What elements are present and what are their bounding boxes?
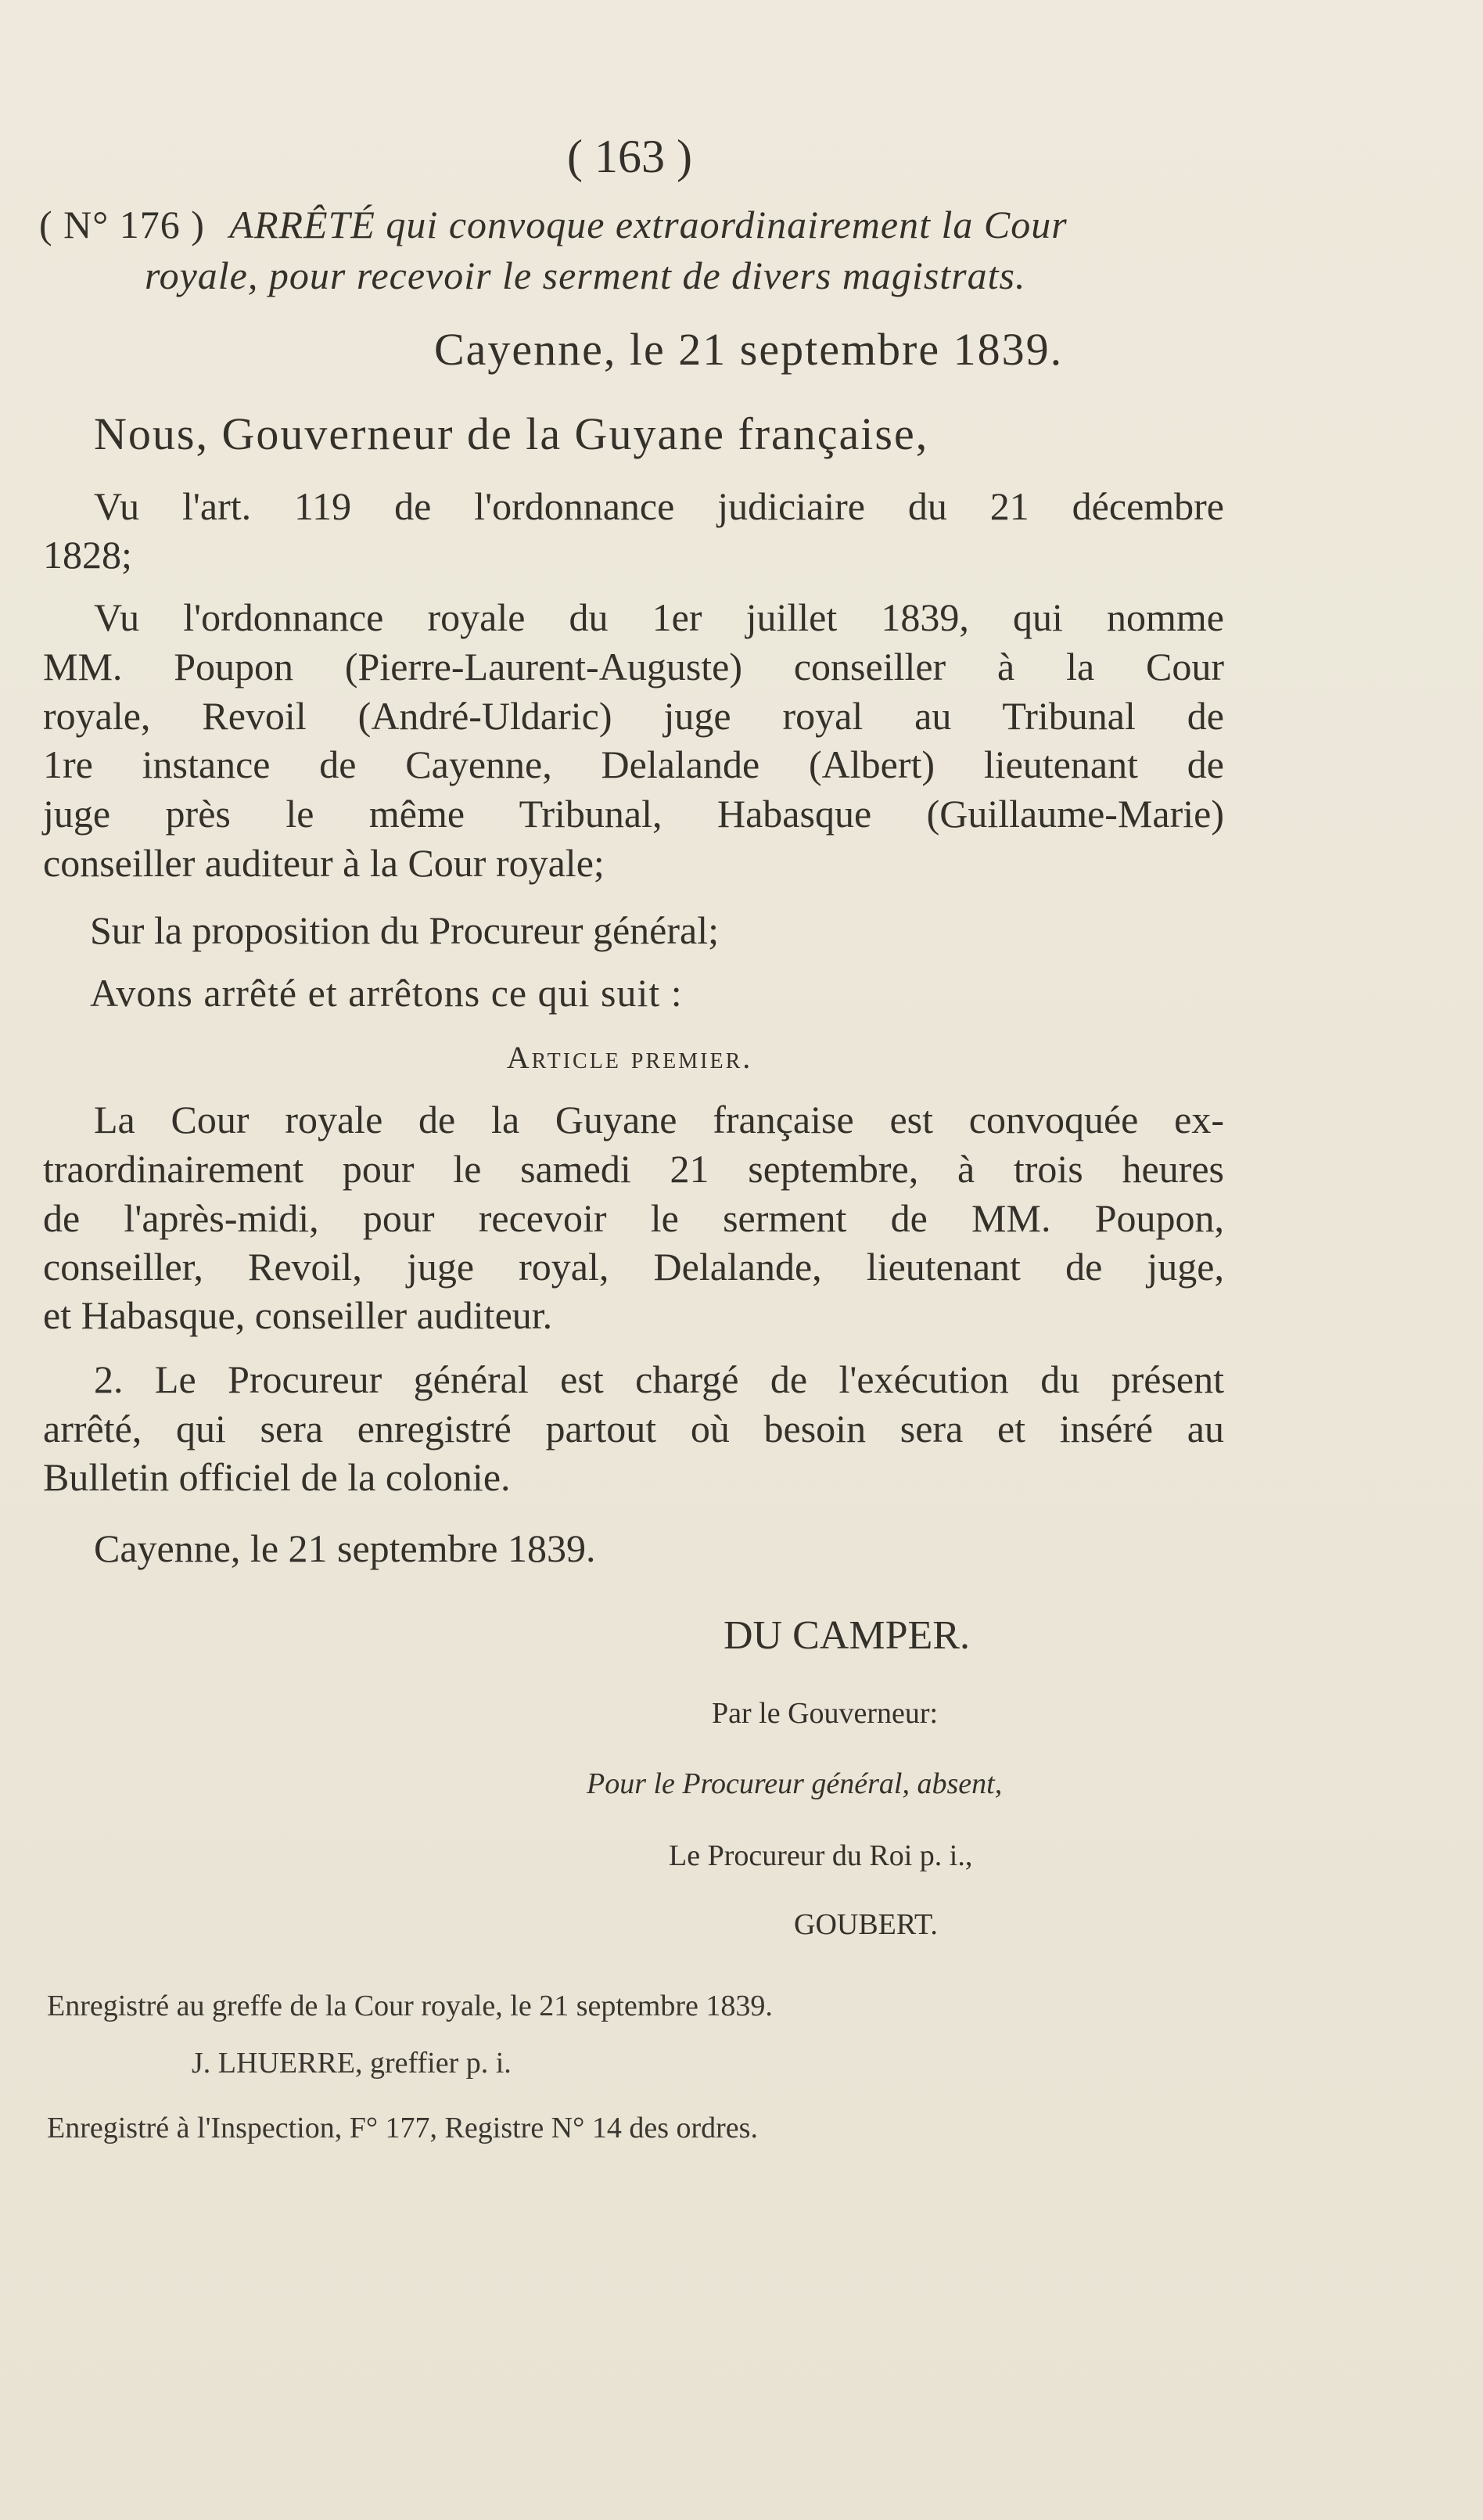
greffier-signature: J. LHUERRE, greffier p. i.	[192, 2047, 512, 2080]
inspection-note: Enregistré à l'Inspection, F° 177, Registre N° 14 des ordres.	[47, 2112, 758, 2144]
decision-line: Avons arrêté et arrêtons ce qui suit :	[90, 971, 683, 1015]
article-1-line: de l'après-midi, pour recevoir le serment de MM. Poupon,	[43, 1196, 1224, 1240]
vu-line: Vu l'art. 119 de l'ordonnance judiciaire du 21 décembre	[94, 484, 1224, 528]
vu-line: royale, Revoil (André-Uldaric) juge royal au Tribunal de	[43, 694, 1224, 738]
governor-signature: DU CAMPER.	[724, 1613, 970, 1658]
par-le-gouverneur: Par le Gouverneur:	[712, 1697, 939, 1730]
proposal-line: Sur la proposition du Procureur général;	[90, 908, 719, 952]
decree-title-line2: royale, pour recevoir le serment de divers magistrats.	[145, 253, 1026, 297]
dateline: Cayenne, le 21 septembre 1839.	[434, 324, 1064, 375]
vu-line: Vu l'ordonnance royale du 1er juillet 1839, qui nomme	[94, 595, 1224, 639]
goubert-signature: GOUBERT.	[794, 1908, 938, 1941]
article-2-line: Bulletin officiel de la colonie.	[43, 1455, 511, 1499]
procureur-du-roi: Le Procureur du Roi p. i.,	[669, 1839, 973, 1872]
decree-number-and-title	[39, 202, 1068, 247]
article-1-line: conseiller, Revoil, juge royal, Delalande, lieutenant de juge,	[43, 1245, 1224, 1289]
vu-line: juge près le même Tribunal, Habasque (Guillaume-Marie)	[43, 792, 1224, 836]
decree-title-line1: ARRÊTÉ qui convoque extraordinairement la Cour	[229, 203, 1068, 246]
article-title: Article premier.	[506, 1040, 753, 1075]
article-1-line: La Cour royale de la Guyane française est convoquée ex-	[94, 1098, 1224, 1141]
pour-le-procureur: Pour le Procureur général, absent,	[587, 1767, 1003, 1800]
article-1-line: et Habasque, conseiller auditeur.	[43, 1293, 553, 1337]
decree-number: ( N° 176 )	[39, 203, 205, 246]
registry-note: Enregistré au greffe de la Cour royale, le 21 septembre 1839.	[47, 1990, 773, 2022]
preamble-heading: Nous, Gouverneur de la Guyane française,	[94, 408, 929, 459]
vu-line: MM. Poupon (Pierre-Laurent-Auguste) conseiller à la Cour	[43, 645, 1224, 688]
vu-line: conseiller auditeur à la Cour royale;	[43, 841, 605, 885]
vu-line: 1re instance de Cayenne, Delalande (Albert) lieutenant de	[43, 742, 1224, 786]
article-1-line: traordinairement pour le samedi 21 septembre, à trois heures	[43, 1147, 1224, 1191]
closing-date: Cayenne, le 21 septembre 1839.	[94, 1526, 596, 1570]
vu-line: 1828;	[43, 533, 132, 577]
article-2-line: 2. Le Procureur général est chargé de l'exécution du présent	[94, 1357, 1224, 1401]
page-number: ( 163 )	[567, 131, 692, 182]
article-2-line: arrêté, qui sera enregistré partout où besoin sera et inséré au	[43, 1407, 1224, 1451]
